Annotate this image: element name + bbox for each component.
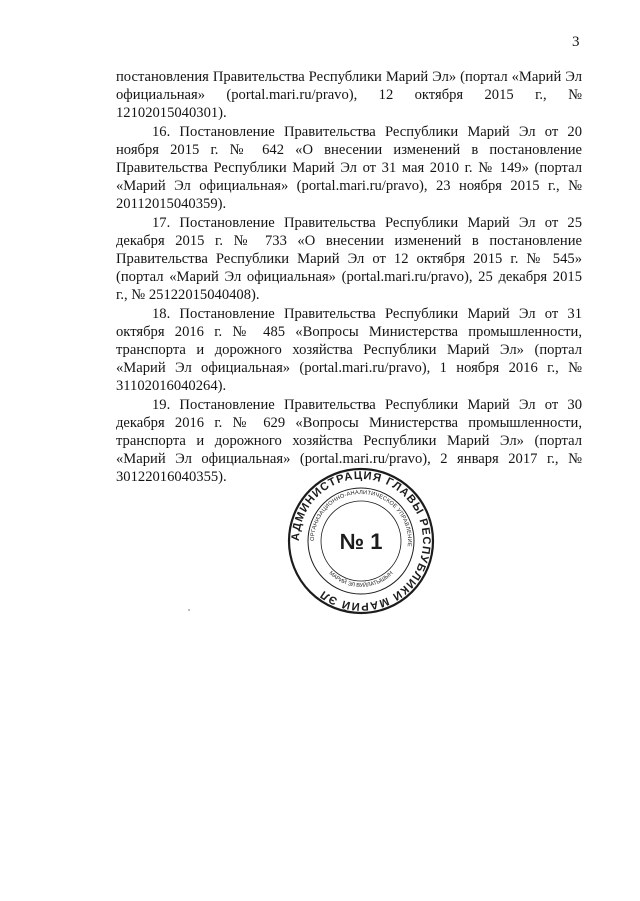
paragraph-item-16: 16. Постановление Правительства Республики Марий Эл от 20 ноября 2015 г. № 642 «О внесении изменений в постановление Правительства Республики Марий Эл от 31 мая 2010 г. № 149» (портал «Марий Эл официальная» (portal.mari.ru/pravo), 23 ноября 2015 г., № 20112015040359).: [116, 123, 582, 213]
seal-mari-text: МАРИЙ ЭЛ ВУЙЛАТЫШЫН: [327, 570, 395, 590]
page-number: 3: [572, 34, 580, 50]
seal-outer-text: АДМИНИСТРАЦИЯ ГЛАВЫ РЕСПУБЛИКИ МАРИЙ ЭЛ: [289, 469, 433, 613]
paragraph-item-17: 17. Постановление Правительства Республики Марий Эл от 25 декабря 2015 г. № 733 «О внесении изменений в постановление Правительства Республики Марий Эл от 12 октября 2015 г. № 545» (портал «Марий Эл официальная» (portal.mari.ru/pravo), 25 декабря 2015 г., № 25122015040408).: [116, 214, 582, 304]
seal-number: № 1: [339, 529, 383, 554]
scan-speck: [188, 609, 190, 611]
official-seal: [287, 467, 435, 615]
seal-inner-text: ОРГАНИЗАЦИОННО-АНАЛИТИЧЕСКОЕ УПРАВЛЕНИЕ: [309, 489, 413, 547]
document-body: [116, 68, 582, 487]
paragraph-continuation: постановления Правительства Республики Марий Эл» (портал «Марий Эл официальная» (portal.mari.ru/pravo), 12 октября 2015 г., № 12102015040301).: [116, 69, 582, 122]
paragraph-item-19: 19. Постановление Правительства Республики Марий Эл от 30 декабря 2016 г. № 629 «Вопросы Министерства промышленности, транспорта и дорожного хозяйства Республики Марий Эл» (портал «Марий Эл официальная» (portal.mari.ru/pravo), 2 января 2017 г., № 30122016040355).: [116, 396, 582, 486]
paragraph-item-18: 18. Постановление Правительства Республики Марий Эл от 31 октября 2016 г. № 485 «Вопросы Министерства промышленности, транспорта и дорожного хозяйства Республики Марий Эл» (портал «Марий Эл официальная» (portal.mari.ru/pravo), 1 ноября 2016 г., № 31102016040264).: [116, 305, 582, 395]
